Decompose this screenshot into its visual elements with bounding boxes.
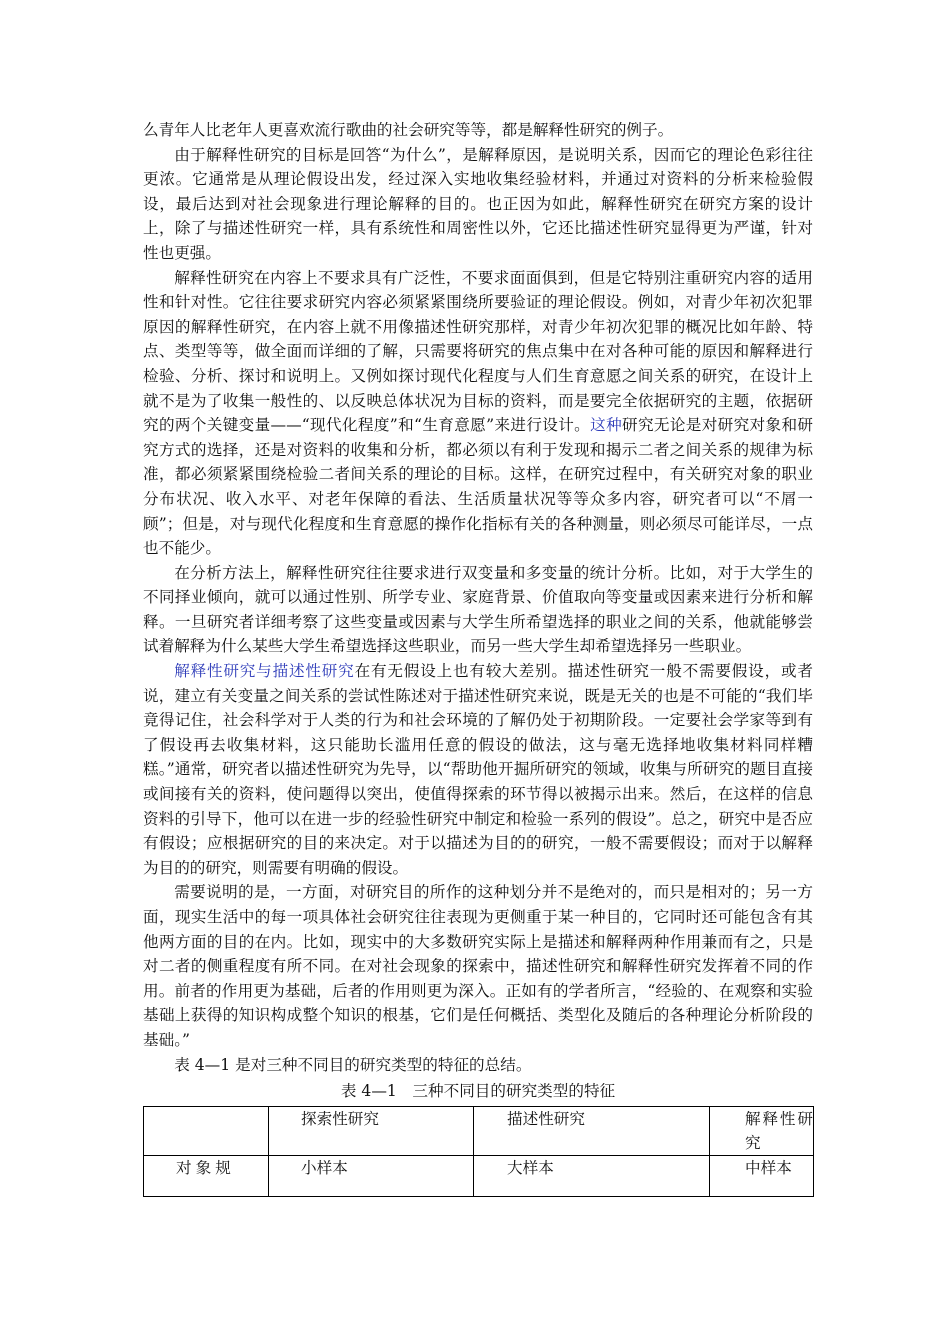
header-cell-empty bbox=[144, 1106, 269, 1155]
paragraph-3-text-b: 研究无论是对研究对象和研究方式的选择，还是对资料的收集和分析，都必须以有利于发现和揭示二者之间关系的规律为标准，都必须紧紧围绕检验二者间关系的理论的目标。这样，在研究过程中，有关研究对象的职业分布状况、收入水平、对老年保障的看法、生活质量状况等等众多内容，研究者可以“不屑一顾”；但是，对与现代化程度和生育意愿的操作化指标有关的各种测量，则必须尽可能详尽，一点也不能少。 bbox=[143, 416, 813, 558]
cell-small-sample: 小样本 bbox=[269, 1155, 474, 1196]
document-page bbox=[143, 118, 813, 1197]
cell-large-sample: 大样本 bbox=[474, 1155, 710, 1196]
header-cell-explanatory: 解释性研究 bbox=[710, 1106, 814, 1155]
header-cell-exploratory: 探索性研究 bbox=[269, 1106, 474, 1155]
paragraph-7: 表 4—1 是对三种不同目的研究类型的特征的总结。 bbox=[174, 1055, 532, 1074]
paragraph-3-text-a: 解释性研究在内容上不要求具有广泛性，不要求面面俱到，但是它特别注重研究内容的适用性和针对性。它往往要求研究内容必须紧紧围绕所要验证的理论假设。例如，对青少年初次犯罪原因的解释性研究，在内容上就不用像描述性研究那样，对青少年初次犯罪的概况比如年龄、特点、类型等等，做全面而详细的了解，只需要将研究的焦点集中在对各种可能的原因和解释进行检验、分析、探讨和说明上。又例如探讨现代化程度与人们生育意愿之间关系的研究，在设计上就不是为了收集一般性的、以反映总体状况为目标的资料，而是要完全依据研究的主题，依据研究的两个关键变量——“现代化程度”和“生育意愿”来进行设计。 bbox=[143, 268, 813, 435]
paragraph-5 bbox=[143, 659, 813, 880]
features-table bbox=[143, 1106, 814, 1197]
header-cell-descriptive: 描述性研究 bbox=[474, 1106, 710, 1155]
paragraph-4: 在分析方法上，解释性研究往往要求进行双变量和多变量的统计分析。比如，对于大学生的不同择业倾向，就可以通过性别、所学专业、家庭背景、价值取向等变量或因素来进行分析和解释。一旦研究者详细考察了这些变量或因素与大学生所希望选择的职业之间的关系，他就能够尝试着解释为什么某些大学生希望选择这些职业，而另一些大学生却希望选择另一些职业。 bbox=[143, 563, 813, 656]
cell-medium-sample: 中样本 bbox=[710, 1155, 814, 1196]
paragraph-2: 由于解释性研究的目标是回答“为什么”，是解释原因，是说明关系，因而它的理论色彩往往更浓。它通常是从理论假设出发，经过深入实地收集经验材料，并通过对资料的分析来检验假设，最后达到对社会现象进行理论解释的目的。也正因为如此，解释性研究在研究方案的设计上，除了与描述性研究一样，具有系统性和周密性以外，它还比描述性研究显得更为严谨，针对性也更强。 bbox=[143, 145, 813, 262]
paragraph-3 bbox=[143, 266, 813, 561]
paragraph-6: 需要说明的是，一方面，对研究目的所作的这种划分并不是绝对的，而只是相对的；另一方面，现实生活中的每一项具体社会研究往往表现为更侧重于某一种目的，它同时还可能包含有其他两方面的目的在内。比如，现实中的大多数研究实际上是描述和解释两种作用兼而有之，只是对二者的侧重程度有所不同。在对社会现象的探索中，描述性研究和解释性研究发挥着不同的作用。前者的作用更为基础，后者的作用则更为深入。正如有的学者所言，“经验的、在观察和实验基础上获得的知识构成整个知识的根基，它们是任何概括、类型化及随后的各种理论分析阶段的基础。” bbox=[143, 883, 813, 1049]
table-caption: 表 4—1 三种不同目的研究类型的特征 bbox=[340, 1082, 616, 1101]
link-zhezhong[interactable]: 这种 bbox=[590, 416, 623, 435]
row-label-object: 对象规 bbox=[144, 1155, 269, 1196]
link-explanatory-vs-descriptive[interactable]: 解释性研究与描述性研究 bbox=[174, 662, 355, 681]
table-header-row bbox=[144, 1106, 814, 1155]
paragraph-5-text: 在有无假设上也有较大差别。描述性研究一般不需要假设，或者说，建立有关变量之间关系的尝试性陈述对于描述性研究来说，既是无关的也是不可能的“我们毕竟得记住，社会科学对于人类的行为和社会环境的了解仍处于初期阶段。一定要社会学家等到有了假设再去收集材料，这只能助长滥用任意的假设的做法，这与毫无选择地收集材料同样糟糕。”通常，研究者以描述性研究为先导，以“帮助他开掘所研究的领域，收集与所研究的题目直接或间接有关的资料，使问题得以突出，使值得探索的环节得以被揭示出来。然后，在这样的信息资料的引导下，他可以在进一步的经验性研究中制定和检验一系列的假设”。总之，研究中是否应有假设；应根据研究的目的来决定。对于以描述为目的的研究，一般不需要假设；而对于以解释为目的的研究，则需要有明确的假设。 bbox=[143, 662, 813, 877]
table-row bbox=[144, 1155, 814, 1196]
paragraph-1: 么青年人比老年人更喜欢流行歌曲的社会研究等等，都是解释性研究的例子。 bbox=[143, 121, 674, 139]
